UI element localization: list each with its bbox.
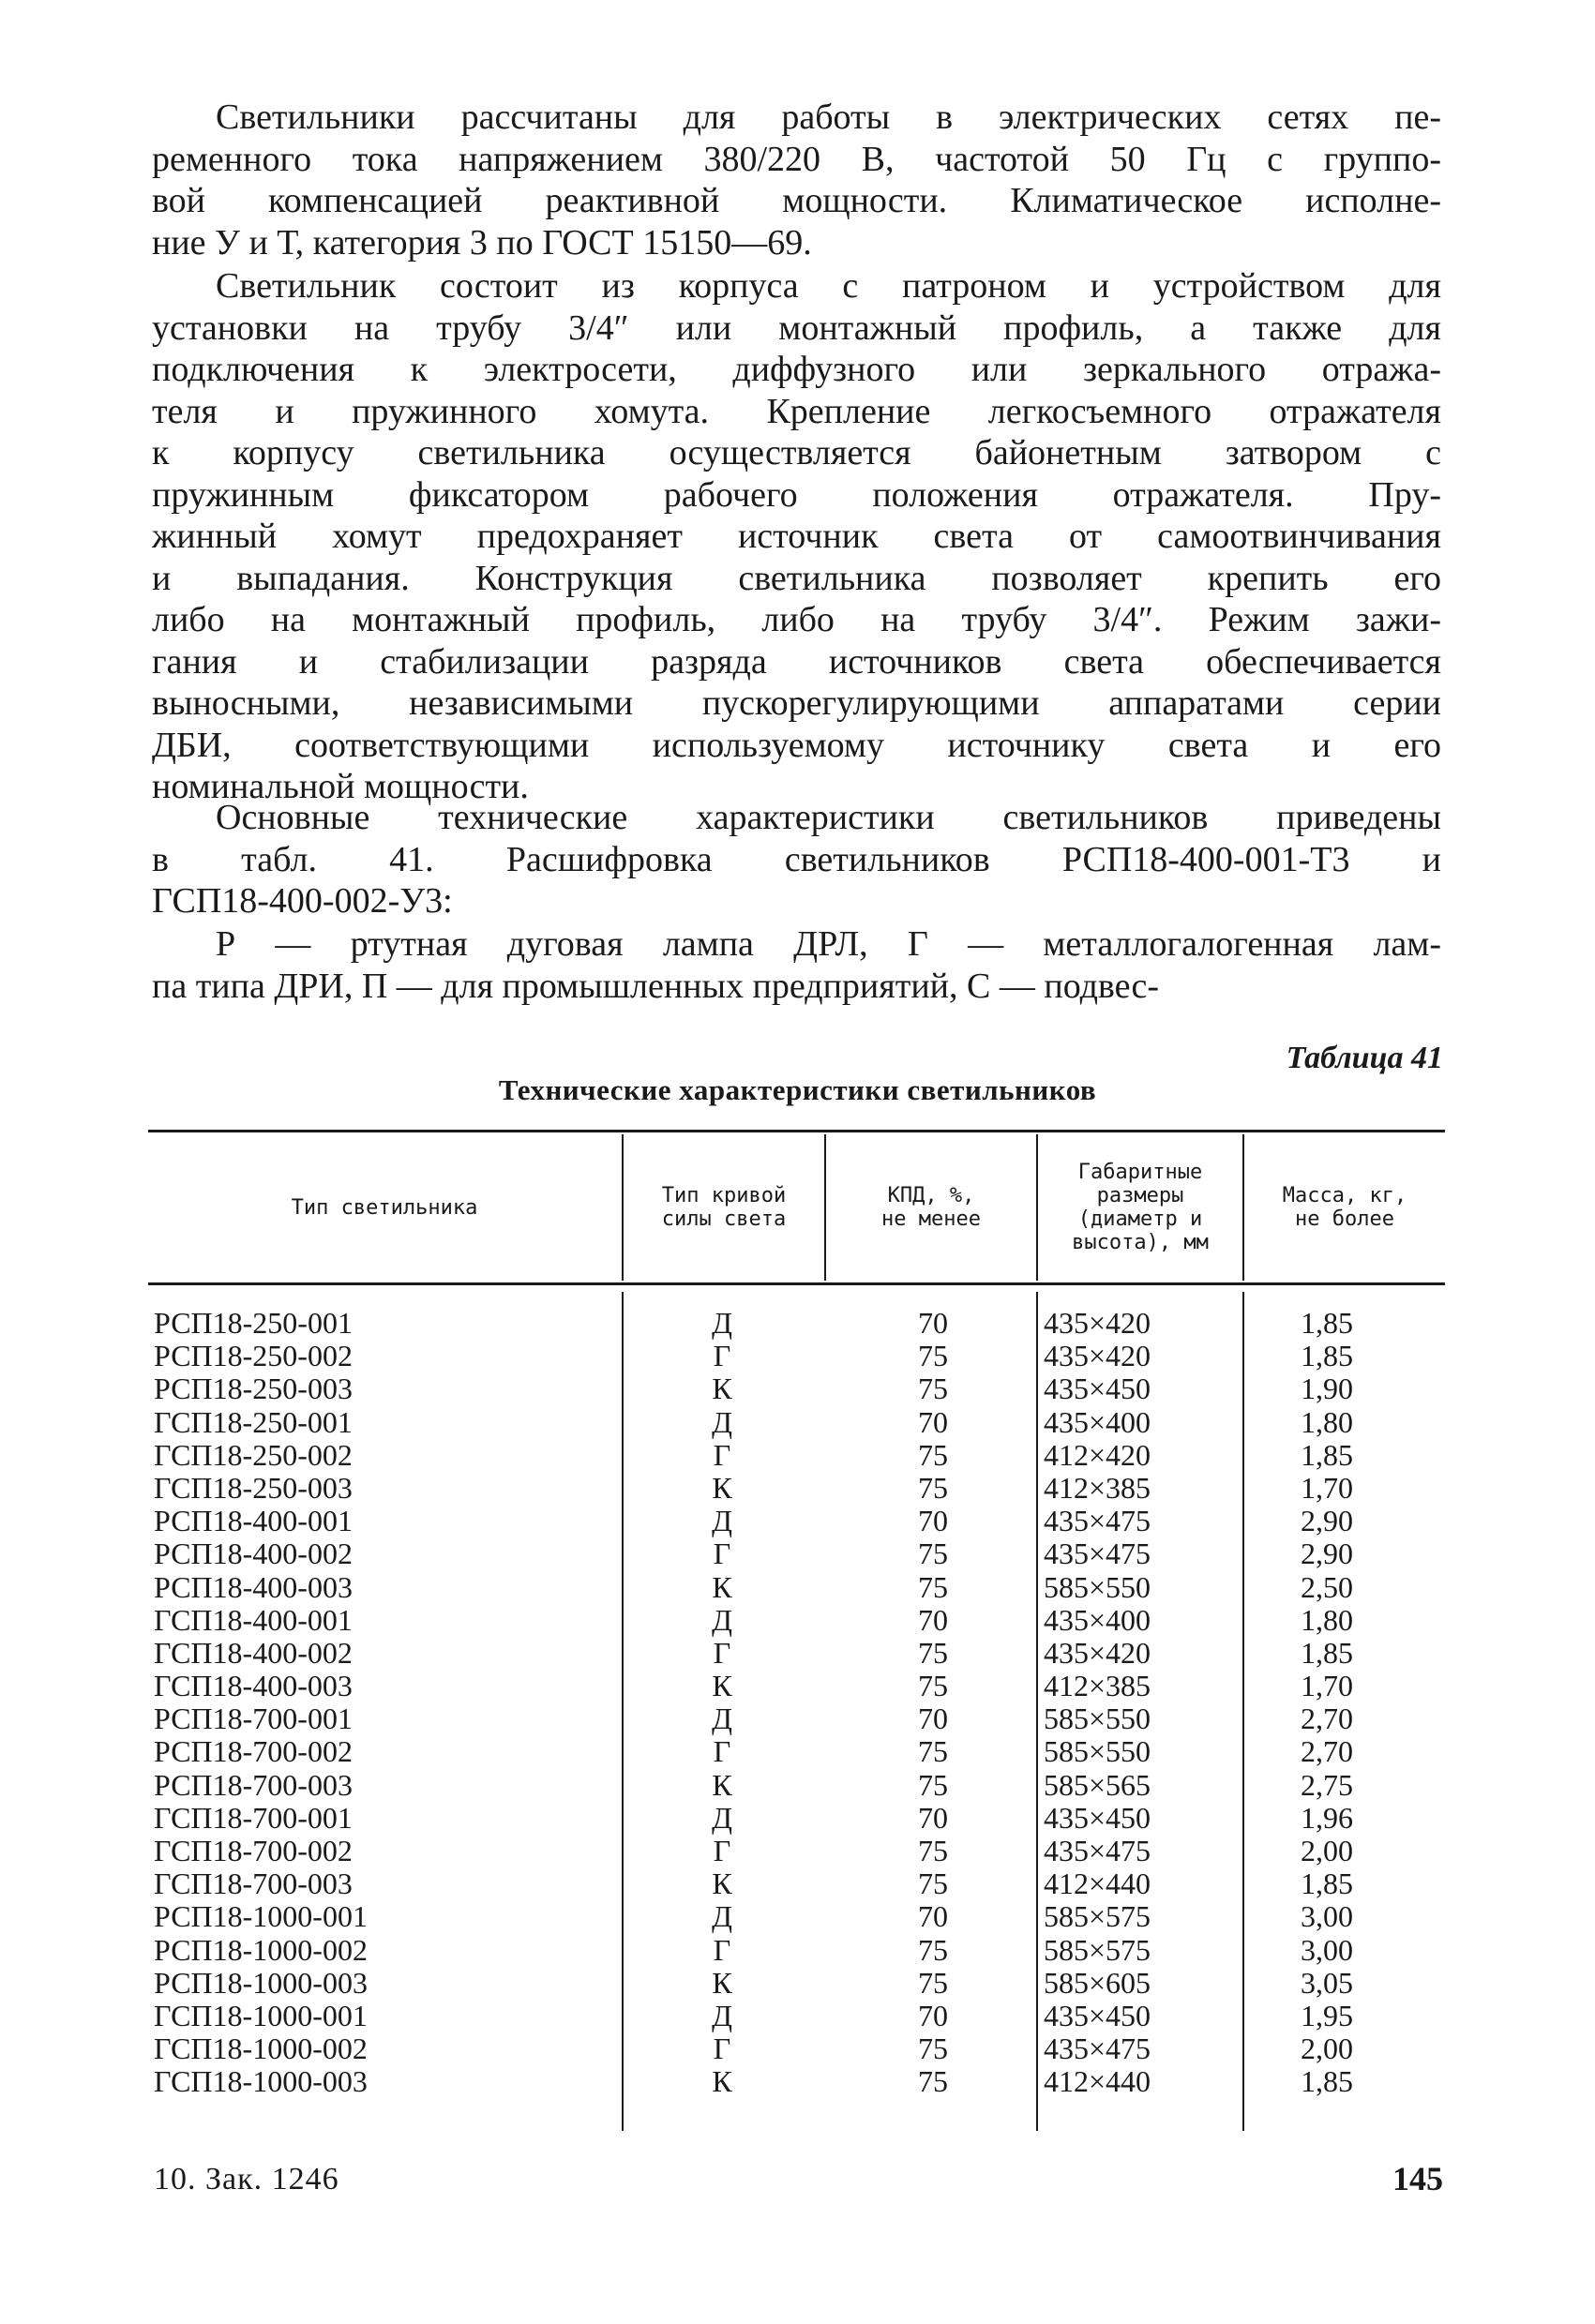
- cell-curve: Д: [712, 1899, 732, 1934]
- cell-type: РСП18-400-002: [154, 1537, 353, 1571]
- table-title: Технические характеристики светильников: [498, 1073, 1097, 1106]
- cell-type: ГСП18-700-002: [154, 1834, 353, 1867]
- cell-mass: 2,70: [1301, 1734, 1353, 1769]
- paragraph-voltage: [152, 97, 1441, 263]
- text-line: Светильник состоит из корпуса с патроном и устройством для: [216, 266, 1441, 306]
- text-line: Р — ртутная дуговая лампа ДРЛ, Г — металлогалогенная лам-: [216, 924, 1441, 964]
- table-row: [0, 1702, 1595, 1735]
- cell-dimensions: 435×475: [1044, 1834, 1151, 1867]
- header-kpd: КПД, %, не менее: [881, 1184, 981, 1231]
- cell-kpd: 75: [918, 1834, 948, 1867]
- page-number: 145: [1392, 2160, 1443, 2197]
- cell-mass: 1,85: [1301, 1306, 1353, 1340]
- cell-kpd: 75: [918, 1537, 948, 1571]
- cell-dimensions: 435×450: [1044, 1800, 1151, 1835]
- cell-dimensions: 585×565: [1044, 1767, 1151, 1802]
- cell-kpd: 75: [918, 1734, 948, 1769]
- cell-dimensions: 412×420: [1044, 1437, 1151, 1472]
- cell-mass: 2,00: [1301, 2032, 1353, 2066]
- cell-dimensions: 435×420: [1044, 1635, 1151, 1670]
- cell-type: РСП18-250-003: [154, 1372, 353, 1406]
- cell-type: ГСП18-250-002: [154, 1437, 353, 1472]
- cell-curve: К: [712, 2064, 732, 2099]
- table-row: [0, 2032, 1595, 2065]
- cell-mass: 2,50: [1301, 1569, 1353, 1604]
- text-line: ременного тока напряжением 380/220 В, частотой 50 Гц с группо-: [152, 139, 1441, 179]
- header-mass: Масса, кг, не более: [1282, 1184, 1407, 1231]
- cell-type: ГСП18-1000-003: [154, 2064, 368, 2099]
- table-row: [0, 1802, 1595, 1835]
- cell-kpd: 75: [918, 1669, 948, 1703]
- cell-curve: Г: [713, 1339, 731, 1373]
- cell-dimensions: 435×475: [1044, 1537, 1151, 1571]
- cell-mass: 2,00: [1301, 1834, 1353, 1867]
- cell-type: РСП18-400-003: [154, 1569, 353, 1604]
- table-row: [0, 2065, 1595, 2098]
- cell-type: РСП18-250-001: [154, 1306, 353, 1340]
- cell-dimensions: 412×385: [1044, 1470, 1151, 1505]
- table-row: [0, 1537, 1595, 1570]
- text-line: Светильники рассчитаны для работы в электрических сетях пе-: [216, 97, 1441, 137]
- table-row: [0, 1307, 1595, 1340]
- table-row: [0, 1637, 1595, 1670]
- text-line: подключения к электросети, диффузного или зеркального отража-: [152, 350, 1441, 389]
- cell-mass: 1,85: [1301, 1339, 1353, 1373]
- cell-type: ГСП18-250-001: [154, 1404, 353, 1439]
- cell-curve: Г: [713, 1932, 731, 1967]
- table-row: [0, 1835, 1595, 1867]
- cell-type: РСП18-1000-002: [154, 1932, 368, 1967]
- cell-mass: 1,95: [1301, 1998, 1353, 2032]
- cell-mass: 2,90: [1301, 1537, 1353, 1571]
- cell-kpd: 70: [918, 1998, 948, 2032]
- cell-type: ГСП18-700-001: [154, 1800, 353, 1835]
- cell-kpd: 75: [918, 1932, 948, 1967]
- text-line: па типа ДРИ, П — для промышленных предприятий, С — подвес-: [152, 966, 1159, 1006]
- text-line: номинальной мощности.: [152, 767, 529, 806]
- cell-mass: 2,90: [1301, 1504, 1353, 1538]
- table-row: [0, 1867, 1595, 1900]
- cell-dimensions: 412×385: [1044, 1669, 1151, 1703]
- cell-type: ГСП18-700-003: [154, 1867, 353, 1901]
- cell-curve: Г: [713, 1734, 731, 1769]
- cell-dimensions: 435×400: [1044, 1404, 1151, 1439]
- cell-curve: К: [712, 1867, 732, 1901]
- cell-curve: Г: [713, 2032, 731, 2066]
- text-line: в табл. 41. Расшифровка светильников РСП18-400-001-Т3 и: [152, 839, 1441, 879]
- cell-mass: 1,70: [1301, 1669, 1353, 1703]
- cell-type: РСП18-1000-001: [154, 1899, 368, 1934]
- cell-kpd: 70: [918, 1800, 948, 1835]
- cell-mass: 3,00: [1301, 1932, 1353, 1967]
- table-row: [0, 1472, 1595, 1505]
- cell-type: ГСП18-250-003: [154, 1470, 353, 1505]
- cell-type: ГСП18-1000-002: [154, 2032, 368, 2066]
- table-header-rule: [148, 1282, 1445, 1285]
- cell-dimensions: 435×450: [1044, 1998, 1151, 2032]
- table-row: [0, 1505, 1595, 1537]
- cell-kpd: 75: [918, 1867, 948, 1901]
- cell-type: РСП18-1000-003: [154, 1965, 368, 2000]
- cell-kpd: 75: [918, 1470, 948, 1505]
- cell-kpd: 75: [918, 1437, 948, 1472]
- header-type: Тип светильника: [291, 1195, 478, 1220]
- cell-dimensions: 435×475: [1044, 2032, 1151, 2066]
- header-dimensions: Габаритные размеры (диаметр и высота), мм: [1072, 1161, 1209, 1254]
- cell-curve: Д: [712, 1702, 732, 1736]
- table-row: [0, 1604, 1595, 1637]
- cell-kpd: 70: [918, 1702, 948, 1736]
- cell-dimensions: 585×550: [1044, 1734, 1151, 1769]
- cell-curve: Г: [713, 1834, 731, 1867]
- cell-kpd: 70: [918, 1306, 948, 1340]
- column-divider: [622, 1134, 624, 1281]
- cell-curve: Д: [712, 1404, 732, 1439]
- paragraph-construction: [152, 265, 1441, 808]
- cell-curve: К: [712, 1470, 732, 1505]
- cell-mass: 3,00: [1301, 1899, 1353, 1934]
- cell-type: ГСП18-1000-001: [154, 1998, 368, 2032]
- text-line: установки на трубу 3/4″ или монтажный профиль, а также для: [152, 307, 1441, 348]
- cell-curve: К: [712, 1669, 732, 1703]
- header-curve: Тип кривой силы света: [661, 1184, 787, 1231]
- cell-mass: 3,05: [1301, 1965, 1353, 2000]
- cell-mass: 1,96: [1301, 1800, 1353, 1835]
- cell-curve: Д: [712, 1998, 732, 2032]
- table-row: [0, 1967, 1595, 2000]
- cell-type: РСП18-400-001: [154, 1504, 353, 1538]
- text-line: Основные технические характеристики светильников приведены: [216, 798, 1441, 837]
- cell-kpd: 70: [918, 1504, 948, 1538]
- cell-curve: К: [712, 1372, 732, 1406]
- cell-mass: 1,85: [1301, 1635, 1353, 1670]
- cell-mass: 1,80: [1301, 1404, 1353, 1439]
- text-line: выносными, независимыми пускорегулирующими аппаратами серии: [152, 683, 1441, 723]
- cell-type: РСП18-700-001: [154, 1702, 353, 1736]
- text-line: гания и стабилизации разряда источников света обеспечивается: [152, 641, 1441, 682]
- cell-dimensions: 435×450: [1044, 1372, 1151, 1406]
- cell-curve: Г: [713, 1635, 731, 1670]
- table-row: [0, 2000, 1595, 2032]
- cell-dimensions: 585×575: [1044, 1932, 1151, 1967]
- cell-curve: К: [712, 1767, 732, 1802]
- cell-kpd: 75: [918, 1372, 948, 1406]
- paragraph-decoding: [152, 923, 1441, 1007]
- cell-type: ГСП18-400-001: [154, 1602, 353, 1637]
- cell-dimensions: 435×400: [1044, 1602, 1151, 1637]
- column-divider: [824, 1134, 826, 1281]
- text-line: к корпусу светильника осуществляется байонетным затвором с: [152, 433, 1441, 472]
- cell-kpd: 75: [918, 1767, 948, 1802]
- cell-curve: Д: [712, 1504, 732, 1538]
- cell-mass: 1,90: [1301, 1372, 1353, 1406]
- column-divider: [1036, 1134, 1038, 1281]
- cell-type: ГСП18-400-002: [154, 1635, 353, 1670]
- cell-kpd: 75: [918, 2064, 948, 2099]
- cell-curve: Г: [713, 1437, 731, 1472]
- text-line: ГСП18-400-002-У3:: [152, 881, 453, 921]
- text-line: вой компенсацией реактивной мощности. Климатическое исполне-: [152, 181, 1441, 220]
- cell-dimensions: 435×420: [1044, 1339, 1151, 1373]
- text-line: либо на монтажный профиль, либо на трубу 3/4″. Режим зажи-: [152, 600, 1441, 639]
- cell-dimensions: 435×475: [1044, 1504, 1151, 1538]
- cell-dimensions: 412×440: [1044, 2064, 1151, 2099]
- table-row: [0, 1439, 1595, 1472]
- text-line: жинный хомут предохраняет источник света от самоотвинчивания: [152, 517, 1441, 556]
- table-top-rule: [148, 1130, 1445, 1132]
- cell-kpd: 75: [918, 1569, 948, 1604]
- cell-kpd: 75: [918, 1965, 948, 2000]
- cell-mass: 1,80: [1301, 1602, 1353, 1637]
- cell-curve: Д: [712, 1602, 732, 1637]
- cell-dimensions: 435×420: [1044, 1306, 1151, 1340]
- cell-type: РСП18-250-002: [154, 1339, 353, 1373]
- table-row: [0, 1340, 1595, 1372]
- cell-dimensions: 412×440: [1044, 1867, 1151, 1901]
- table-caption: Таблица 41: [1286, 1041, 1443, 1075]
- cell-curve: Д: [712, 1800, 732, 1835]
- cell-kpd: 75: [918, 2032, 948, 2066]
- cell-dimensions: 585×575: [1044, 1899, 1151, 1934]
- cell-kpd: 75: [918, 1635, 948, 1670]
- cell-type: ГСП18-400-003: [154, 1669, 353, 1703]
- cell-dimensions: 585×605: [1044, 1965, 1151, 2000]
- text-line: теля и пружинного хомута. Крепление легкосъемного отражателя: [152, 391, 1441, 431]
- cell-curve: К: [712, 1965, 732, 2000]
- table-body: [0, 1307, 1595, 2099]
- cell-mass: 1,85: [1301, 1867, 1353, 1901]
- cell-curve: Г: [713, 1537, 731, 1571]
- cell-kpd: 70: [918, 1899, 948, 1934]
- table-row: [0, 1769, 1595, 1802]
- cell-type: РСП18-700-003: [154, 1767, 353, 1802]
- table-row: [0, 1571, 1595, 1604]
- table-row: [0, 1670, 1595, 1702]
- footer-order: 10. Зак. 1246: [154, 2162, 339, 2197]
- table-row: [0, 1735, 1595, 1768]
- cell-kpd: 70: [918, 1602, 948, 1637]
- cell-mass: 1,85: [1301, 2064, 1353, 2099]
- cell-mass: 1,70: [1301, 1470, 1353, 1505]
- cell-dimensions: 585×550: [1044, 1569, 1151, 1604]
- table-row: [0, 1372, 1595, 1405]
- cell-mass: 2,70: [1301, 1702, 1353, 1736]
- cell-kpd: 70: [918, 1404, 948, 1439]
- table-row: [0, 1406, 1595, 1439]
- text-line: пружинным фиксатором рабочего положения отражателя. Пру-: [152, 474, 1441, 515]
- cell-curve: К: [712, 1569, 732, 1604]
- paragraph-characteristics: [152, 797, 1441, 922]
- cell-curve: Д: [712, 1306, 732, 1340]
- text-line: ДБИ, соответствующими используемому источнику света и его: [152, 725, 1441, 765]
- cell-type: РСП18-700-002: [154, 1734, 353, 1769]
- table-row: [0, 1934, 1595, 1967]
- cell-kpd: 75: [918, 1339, 948, 1373]
- table-row: [0, 1900, 1595, 1933]
- cell-mass: 1,85: [1301, 1437, 1353, 1472]
- cell-mass: 2,75: [1301, 1767, 1353, 1802]
- cell-dimensions: 585×550: [1044, 1702, 1151, 1736]
- text-line: ние У и Т, категория 3 по ГОСТ 15150—69.: [152, 222, 812, 262]
- column-divider: [1242, 1134, 1244, 1281]
- text-line: и выпадания. Конструкция светильника позволяет крепить его: [152, 558, 1441, 598]
